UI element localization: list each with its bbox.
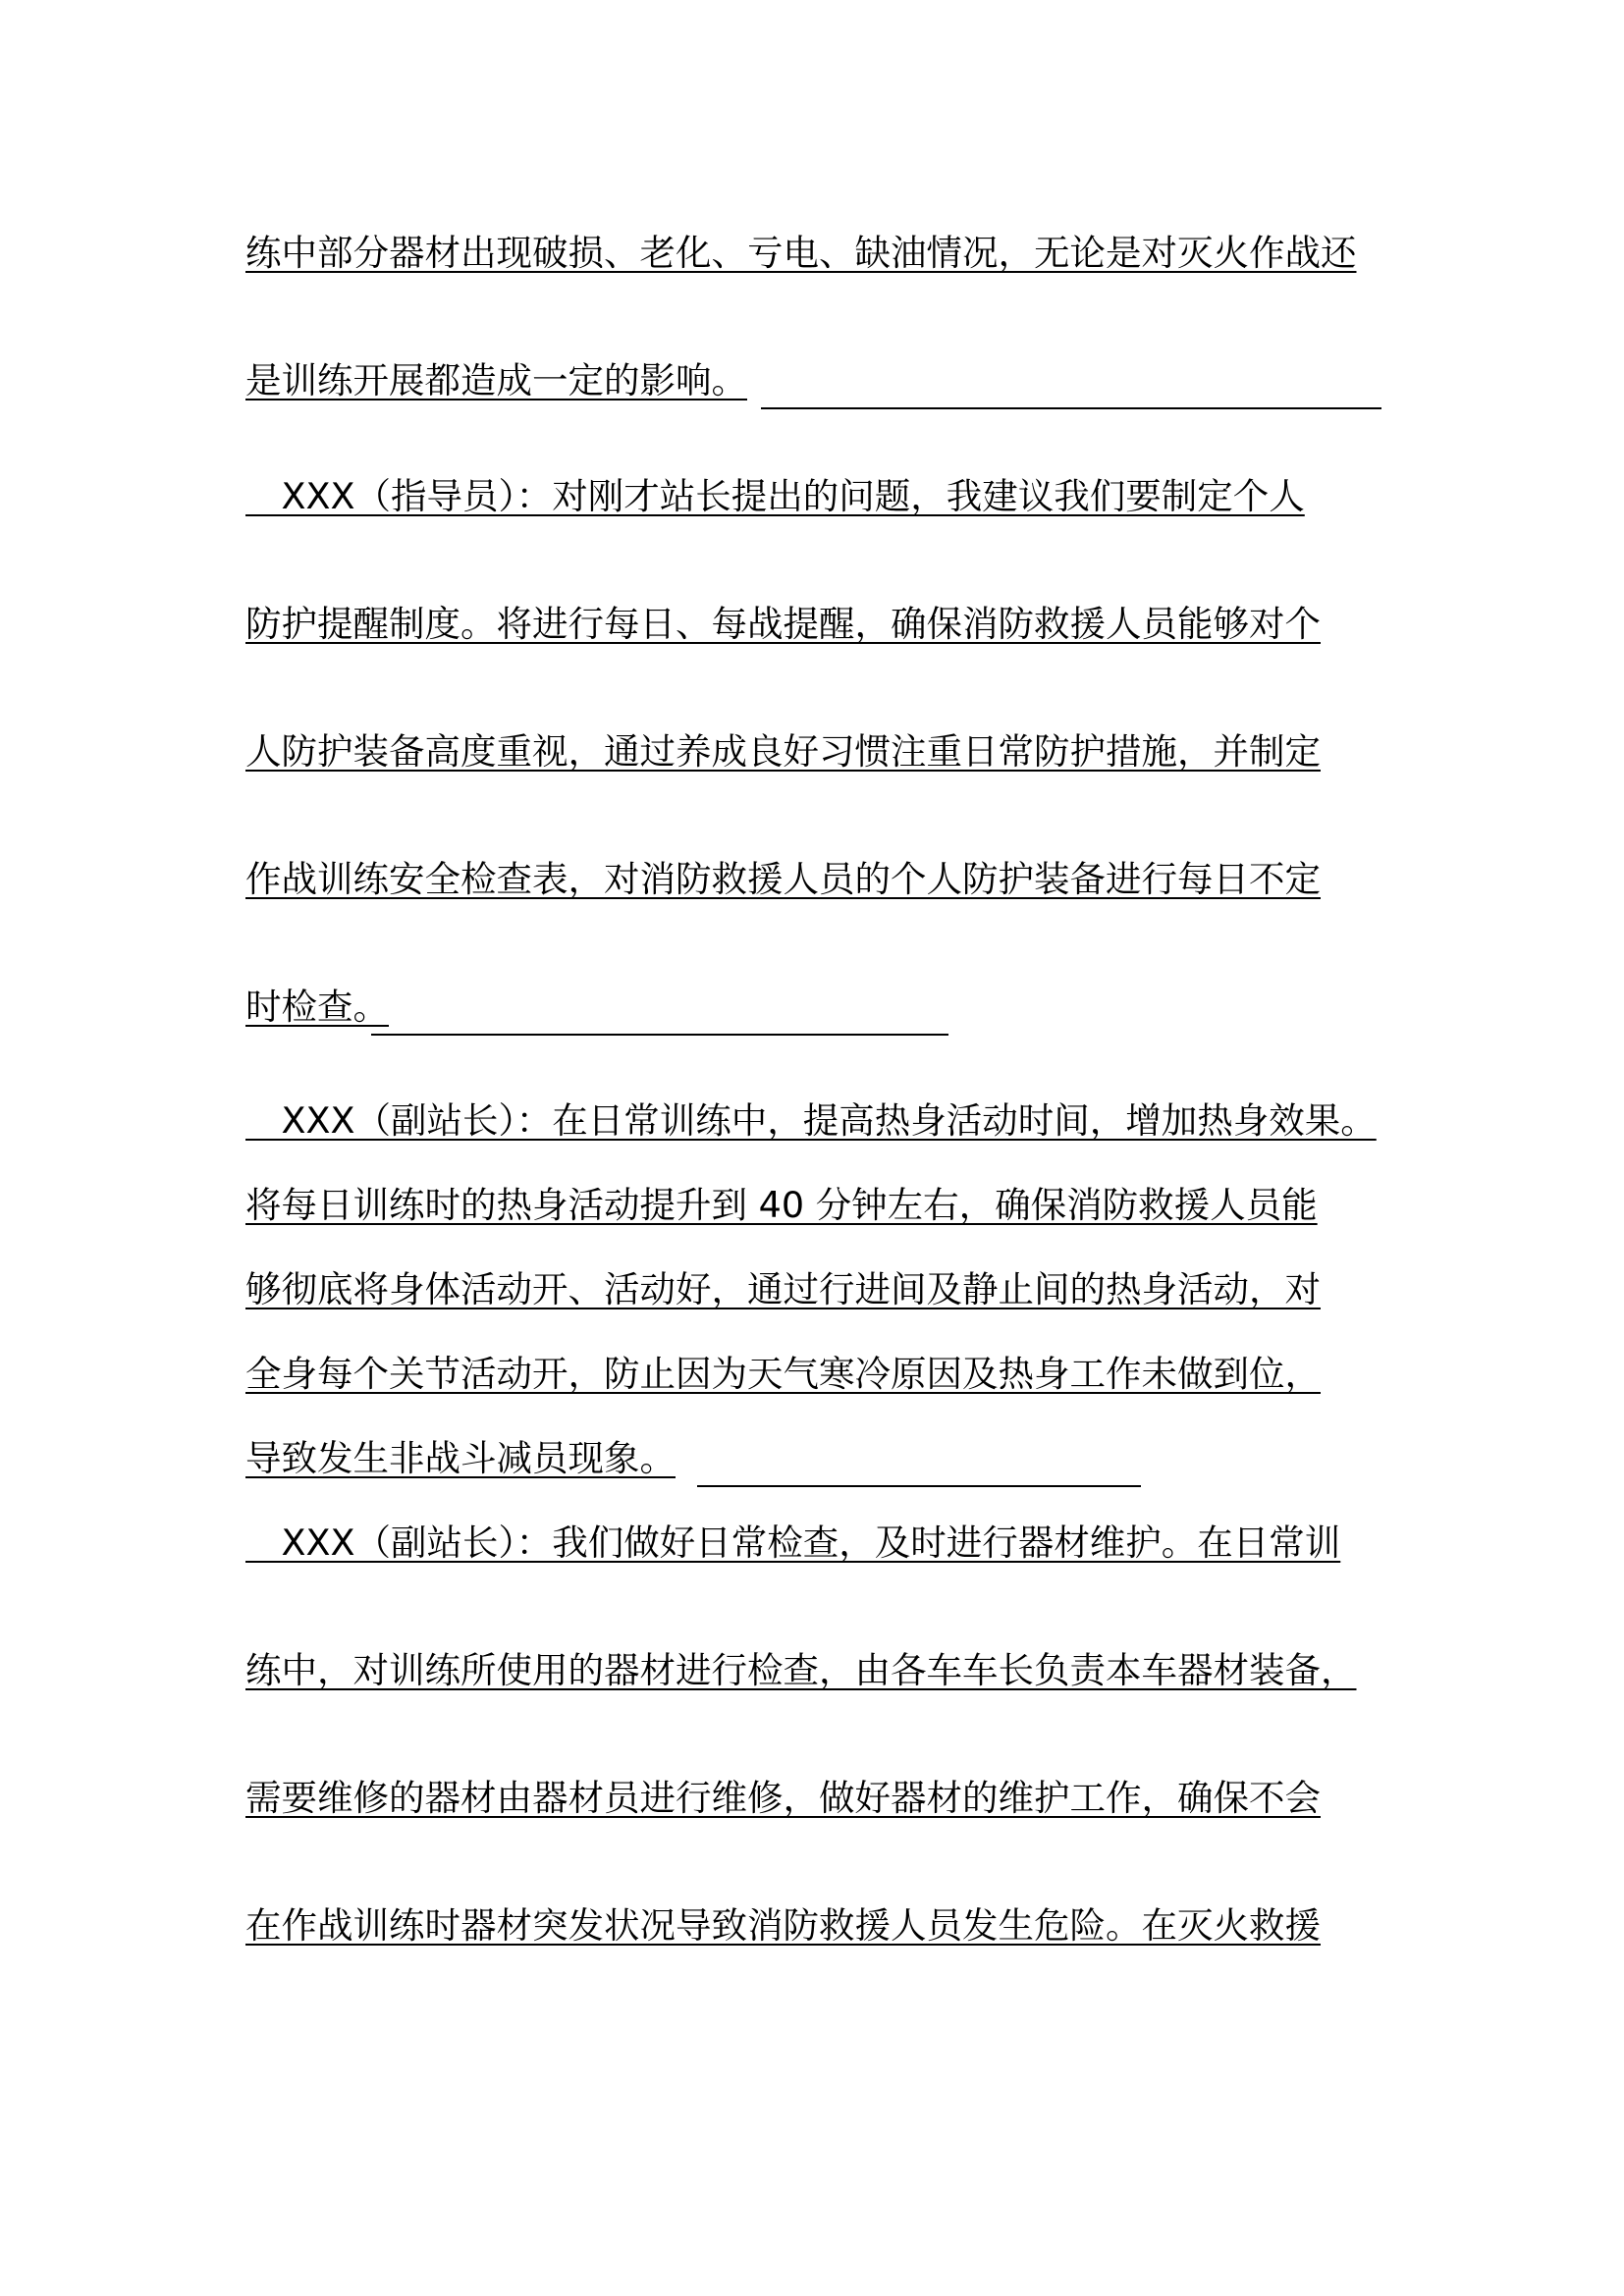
text-line: 全身每个关节活动开，防止因为天气寒冷原因及热身工作未做到位， — [245, 1353, 1321, 1395]
text-line: 将每日训练时的热身活动提升到 40 分钟左右，确保消防救援人员能 — [245, 1184, 1318, 1226]
underline-rule — [761, 407, 1381, 409]
text-line: 练中，对训练所使用的器材进行检查，由各车车长负责本车器材装备， — [245, 1649, 1357, 1691]
text-line: 需要维修的器材由器材员进行维修，做好器材的维护工作，确保不会 — [245, 1777, 1321, 1819]
text-line: 作战训练安全检查表，对消防救援人员的个人防护装备进行每日不定 — [245, 858, 1321, 900]
underline-rule — [697, 1485, 1141, 1487]
text-line: XXX（指导员）：对刚才站长提出的问题，我建议我们要制定个人 — [245, 475, 1305, 517]
text-line: 是训练开展都造成一定的影响。 — [245, 359, 747, 401]
text-line: XXX（副站长）：我们做好日常检查，及时进行器材维护。在日常训 — [245, 1522, 1341, 1564]
text-line: 练中部分器材出现破损、老化、亏电、缺油情况，无论是对灭火作战还 — [245, 232, 1357, 274]
text-line: 时检查。 — [245, 986, 389, 1028]
text-line: XXX（副站长）：在日常训练中，提高热身活动时间，增加热身效果。 — [245, 1099, 1377, 1142]
text-line: 在作战训练时器材突发状况导致消防救援人员发生危险。在灭火救援 — [245, 1904, 1321, 1947]
text-line: 人防护装备高度重视，通过养成良好习惯注重日常防护措施，并制定 — [245, 730, 1321, 773]
text-line: 够彻底将身体活动开、活动好，通过行进间及静止间的热身活动，对 — [245, 1268, 1321, 1310]
text-line: 防护提醒制度。将进行每日、每战提醒，确保消防救援人员能够对个 — [245, 603, 1321, 645]
text-line: 导致发生非战斗减员现象。 — [245, 1437, 676, 1479]
underline-rule — [371, 1034, 948, 1036]
